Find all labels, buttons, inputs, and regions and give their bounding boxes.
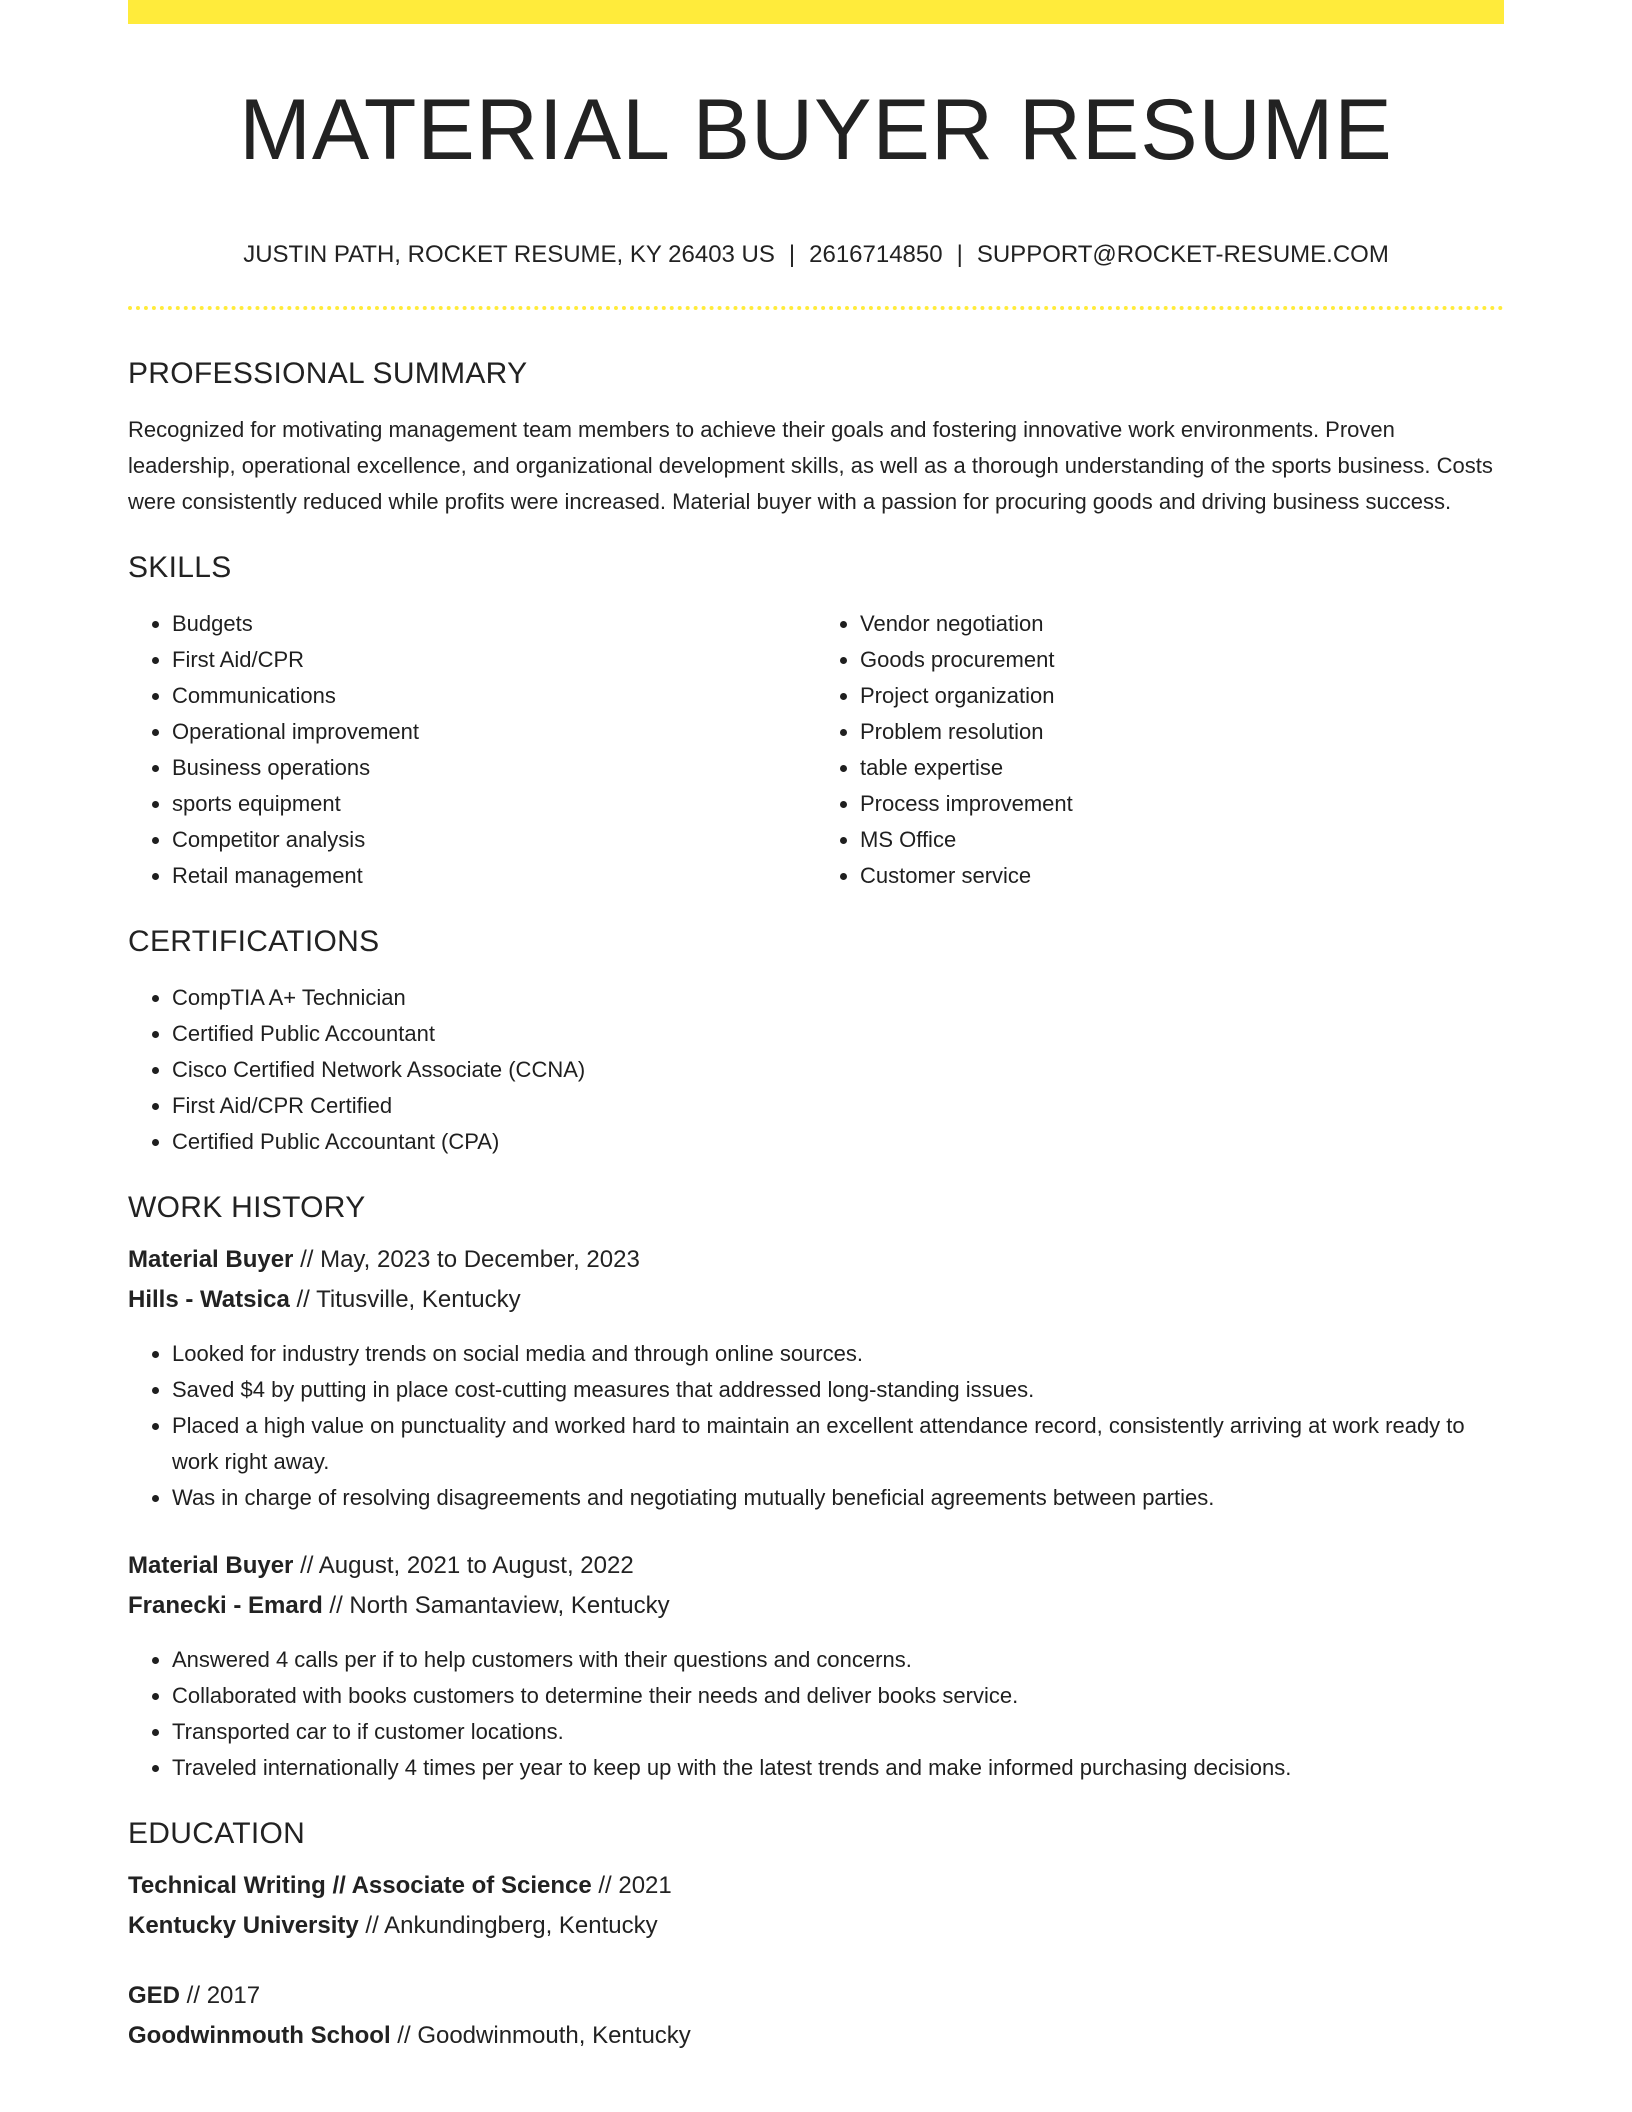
job-title: Material Buyer	[128, 1246, 294, 1273]
job-title: Material Buyer	[128, 1552, 294, 1579]
job-entry	[128, 1240, 1504, 1516]
contact-separator: |	[956, 241, 963, 268]
school-line	[128, 2016, 1504, 2056]
contact-address: JUSTIN PATH, ROCKET RESUME, KY 26403 US	[243, 241, 775, 268]
skill-item: • Retail management	[172, 858, 816, 894]
school-location: Goodwinmouth, Kentucky	[417, 2022, 691, 2049]
skill-item: • Problem resolution	[860, 714, 1504, 750]
contact-email[interactable]: SUPPORT@ROCKET-RESUME.COM	[976, 241, 1389, 268]
resume-title: MATERIAL BUYER RESUME	[239, 82, 1393, 178]
skill-item: • Operational improvement	[172, 714, 816, 750]
skill-item: • Budgets	[172, 606, 816, 642]
skill-item: • sports equipment	[172, 786, 816, 822]
job-title-line	[128, 1240, 1504, 1280]
job-bullet: • Was in charge of resolving disagreements and negotiating mutually beneficial agreements between parties.	[172, 1480, 1504, 1516]
certification-item: • Cisco Certified Network Associate (CCNA)	[172, 1052, 1504, 1088]
job-company: Franecki - Emard	[128, 1592, 323, 1619]
job-location: Titusville, Kentucky	[316, 1286, 521, 1313]
separator: //	[293, 1552, 319, 1579]
work-history-section	[128, 1186, 1504, 1786]
separator: //	[289, 1286, 317, 1313]
skills-columns	[128, 606, 1504, 894]
skill-item: • Business operations	[172, 750, 816, 786]
degree: Technical Writing // Associate of Science	[128, 1872, 592, 1899]
skill-item: • Process improvement	[860, 786, 1504, 822]
contact-line	[128, 238, 1504, 272]
certification-item: • Certified Public Accountant	[172, 1016, 1504, 1052]
job-entry	[128, 1546, 1504, 1786]
skill-item: • Communications	[172, 678, 816, 714]
job-company-line	[128, 1586, 1504, 1626]
job-location: North Samantaview, Kentucky	[349, 1592, 670, 1619]
summary-heading: PROFESSIONAL SUMMARY	[128, 357, 528, 390]
skill-item: • table expertise	[860, 750, 1504, 786]
school-name: Goodwinmouth School	[128, 2022, 391, 2049]
separator: //	[591, 1872, 619, 1899]
certification-item: • First Aid/CPR Certified	[172, 1088, 1504, 1124]
skill-item: • Competitor analysis	[172, 822, 816, 858]
education-entry	[128, 1866, 1504, 1946]
job-bullet: • Traveled internationally 4 times per year to keep up with the latest trends and make informed purchasing decisions.	[172, 1750, 1504, 1786]
graduation-year: 2017	[206, 1982, 261, 2009]
certifications-section	[128, 920, 1504, 1160]
school-location: Ankundingberg, Kentucky	[384, 1912, 658, 1939]
skill-item: • First Aid/CPR	[172, 642, 816, 678]
certifications-heading: CERTIFICATIONS	[128, 925, 380, 958]
job-company: Hills - Watsica	[128, 1286, 290, 1313]
accent-top-bar	[128, 0, 1504, 24]
graduation-year: 2021	[618, 1872, 672, 1899]
skill-item: • Vendor negotiation	[860, 606, 1504, 642]
education-section	[128, 1812, 1504, 2056]
skill-item: • MS Office	[860, 822, 1504, 858]
skill-item: • Goods procurement	[860, 642, 1504, 678]
education-heading: EDUCATION	[128, 1817, 306, 1850]
resume-content	[128, 352, 1504, 2056]
contact-separator: |	[788, 241, 796, 268]
job-bullet: • Transported car to if customer locations.	[172, 1714, 1504, 1750]
job-company-line	[128, 1280, 1504, 1320]
job-dates: May, 2023 to December, 2023	[320, 1246, 640, 1273]
job-bullet: • Answered 4 calls per if to help customers with their questions and concerns.	[172, 1642, 1504, 1678]
degree: GED	[128, 1982, 181, 2009]
job-bullets	[128, 1642, 1504, 1786]
certification-item: • Certified Public Accountant (CPA)	[172, 1124, 1504, 1160]
separator: //	[293, 1246, 321, 1273]
job-bullet: • Looked for industry trends on social media and through online sources.	[172, 1336, 1504, 1372]
job-bullet: • Placed a high value on punctuality and worked hard to maintain an excellent attendance record, consistently arriving at work ready to work right away.	[172, 1408, 1504, 1480]
skills-section	[128, 546, 1504, 894]
separator: //	[322, 1592, 350, 1619]
contact-phone: 2616714850	[809, 241, 943, 268]
school-line	[128, 1906, 1504, 1946]
skill-item: • Customer service	[860, 858, 1504, 894]
degree-line	[128, 1976, 1504, 2016]
summary-section	[128, 352, 1504, 520]
degree-line	[128, 1866, 1504, 1906]
certifications-list	[128, 980, 1504, 1160]
summary-text: Recognized for motivating management team members to achieve their goals and fostering innovative work environments. Proven leadership, operational excellence, and organizational development skills, as well as a thorough understanding of the sports business. Costs were consistently reduced while profits were increased. Material buyer with a passion for procuring goods and driving business success.	[128, 417, 1493, 514]
job-dates: August, 2021 to August, 2022	[318, 1552, 634, 1579]
separator: //	[358, 1912, 385, 1939]
school-name: Kentucky University	[128, 1912, 359, 1939]
job-bullets	[128, 1336, 1504, 1516]
job-title-line	[128, 1546, 1504, 1586]
skills-list-left	[128, 606, 816, 894]
skills-heading: SKILLS	[128, 551, 232, 584]
separator: //	[390, 2022, 418, 2049]
separator: //	[180, 1982, 207, 2009]
job-bullet: • Collaborated with books customers to determine their needs and deliver books service.	[172, 1678, 1504, 1714]
certification-item: • CompTIA A+ Technician	[172, 980, 1504, 1016]
skill-item: • Project organization	[860, 678, 1504, 714]
work-history-heading: WORK HISTORY	[128, 1191, 366, 1224]
education-entry	[128, 1976, 1504, 2056]
header-divider	[128, 306, 1504, 310]
skills-list-right	[816, 606, 1504, 894]
job-bullet: • Saved $4 by putting in place cost-cutting measures that addressed long-standing issues.	[172, 1372, 1504, 1408]
